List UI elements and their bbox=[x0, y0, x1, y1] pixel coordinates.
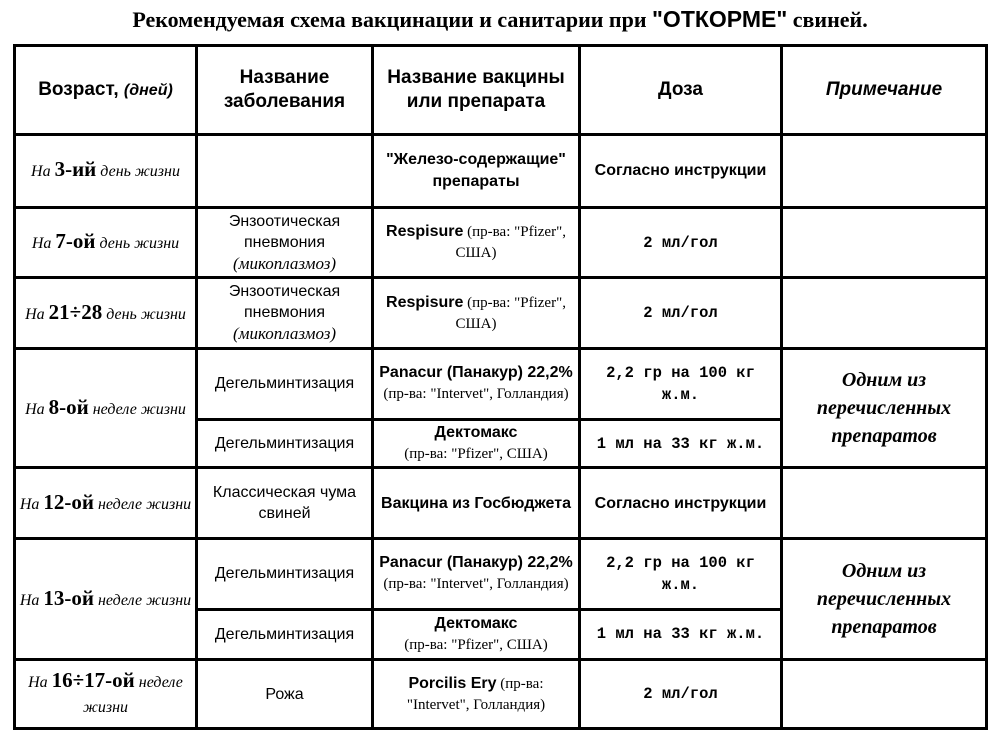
age-cell: На 13-ой неделе жизни bbox=[16, 540, 198, 661]
header-dose: Доза bbox=[581, 47, 783, 136]
table-row bbox=[16, 469, 988, 540]
header-row bbox=[16, 47, 988, 136]
dose-cell: 2,2 гр на 100 кг ж.м. bbox=[581, 350, 783, 421]
age-cell: На 3-ий день жизни bbox=[16, 136, 198, 209]
dose-cell: 1 мл на 33 кг ж.м. bbox=[581, 421, 783, 469]
disease-cell: Дегельминтизация bbox=[198, 350, 374, 421]
age-cell: На 7-ой день жизни bbox=[16, 209, 198, 280]
note-cell: Одним из перечисленных препаратов bbox=[783, 350, 988, 469]
table-row bbox=[16, 209, 988, 280]
table-row bbox=[16, 136, 988, 209]
header-note: Примечание bbox=[783, 47, 988, 136]
age-cell: На 16÷17-ой неделе жизни bbox=[16, 661, 198, 730]
disease-cell: Дегельминтизация bbox=[198, 421, 374, 469]
age-cell: На 12-ой неделе жизни bbox=[16, 469, 198, 540]
disease-cell: Дегельминтизация bbox=[198, 540, 374, 611]
title-highlight: "ОТКОРМЕ" bbox=[652, 6, 788, 32]
age-cell: На 21÷28 день жизни bbox=[16, 279, 198, 350]
header-drug: Название вакцины или препарата bbox=[374, 47, 581, 136]
disease-cell: Классическая чума свиней bbox=[198, 469, 374, 540]
dose-cell: 2,2 гр на 100 кг ж.м. bbox=[581, 540, 783, 611]
note-cell bbox=[783, 136, 988, 209]
drug-cell: Panacur (Панакур) 22,2% (пр-ва: "Intervet", Голландия) bbox=[374, 540, 581, 611]
drug-cell: Вакцина из Госбюджета bbox=[374, 469, 581, 540]
header-disease: Название заболевания bbox=[198, 47, 374, 136]
dose-cell: 1 мл на 33 кг ж.м. bbox=[581, 611, 783, 662]
disease-cell: Энзоотическая пневмония (микоплазмоз) bbox=[198, 279, 374, 350]
title-prefix: Рекомендуемая схема вакцинации и санитарии при bbox=[132, 7, 653, 32]
table-row bbox=[16, 661, 988, 730]
drug-cell: Дектомакс (пр-ва: "Pfizer", США) bbox=[374, 421, 581, 469]
title-suffix: свиней. bbox=[787, 7, 868, 32]
page-title bbox=[0, 4, 1000, 35]
drug-cell: "Железо-содержащие" препараты bbox=[374, 136, 581, 209]
dose-cell: Согласно инструкции bbox=[581, 136, 783, 209]
drug-cell: Porcilis Ery (пр-ва: "Intervet", Голландия) bbox=[374, 661, 581, 730]
drug-cell: Respisure (пр-ва: "Pfizer", США) bbox=[374, 279, 581, 350]
drug-cell: Panacur (Панакур) 22,2% (пр-ва: "Intervet", Голландия) bbox=[374, 350, 581, 421]
disease-cell: Рожа bbox=[198, 661, 374, 730]
note-cell bbox=[783, 661, 988, 730]
dose-cell: 2 мл/гол bbox=[581, 209, 783, 280]
dose-cell: Согласно инструкции bbox=[581, 469, 783, 540]
age-cell: На 8-ой неделе жизни bbox=[16, 350, 198, 469]
dose-cell: 2 мл/гол bbox=[581, 661, 783, 730]
table-row bbox=[16, 279, 988, 350]
header-age: Возраст, (дней) bbox=[16, 47, 198, 136]
note-cell bbox=[783, 469, 988, 540]
vaccination-schedule-table bbox=[13, 44, 988, 730]
drug-cell: Respisure (пр-ва: "Pfizer", США) bbox=[374, 209, 581, 280]
dose-cell: 2 мл/гол bbox=[581, 279, 783, 350]
note-cell: Одним из перечисленных препаратов bbox=[783, 540, 988, 661]
note-cell bbox=[783, 209, 988, 280]
drug-cell: Дектомакс (пр-ва: "Pfizer", США) bbox=[374, 611, 581, 662]
table-row bbox=[16, 350, 988, 421]
disease-cell bbox=[198, 136, 374, 209]
disease-cell: Энзоотическая пневмония (микоплазмоз) bbox=[198, 209, 374, 280]
table-row bbox=[16, 540, 988, 611]
note-cell bbox=[783, 279, 988, 350]
disease-cell: Дегельминтизация bbox=[198, 611, 374, 662]
